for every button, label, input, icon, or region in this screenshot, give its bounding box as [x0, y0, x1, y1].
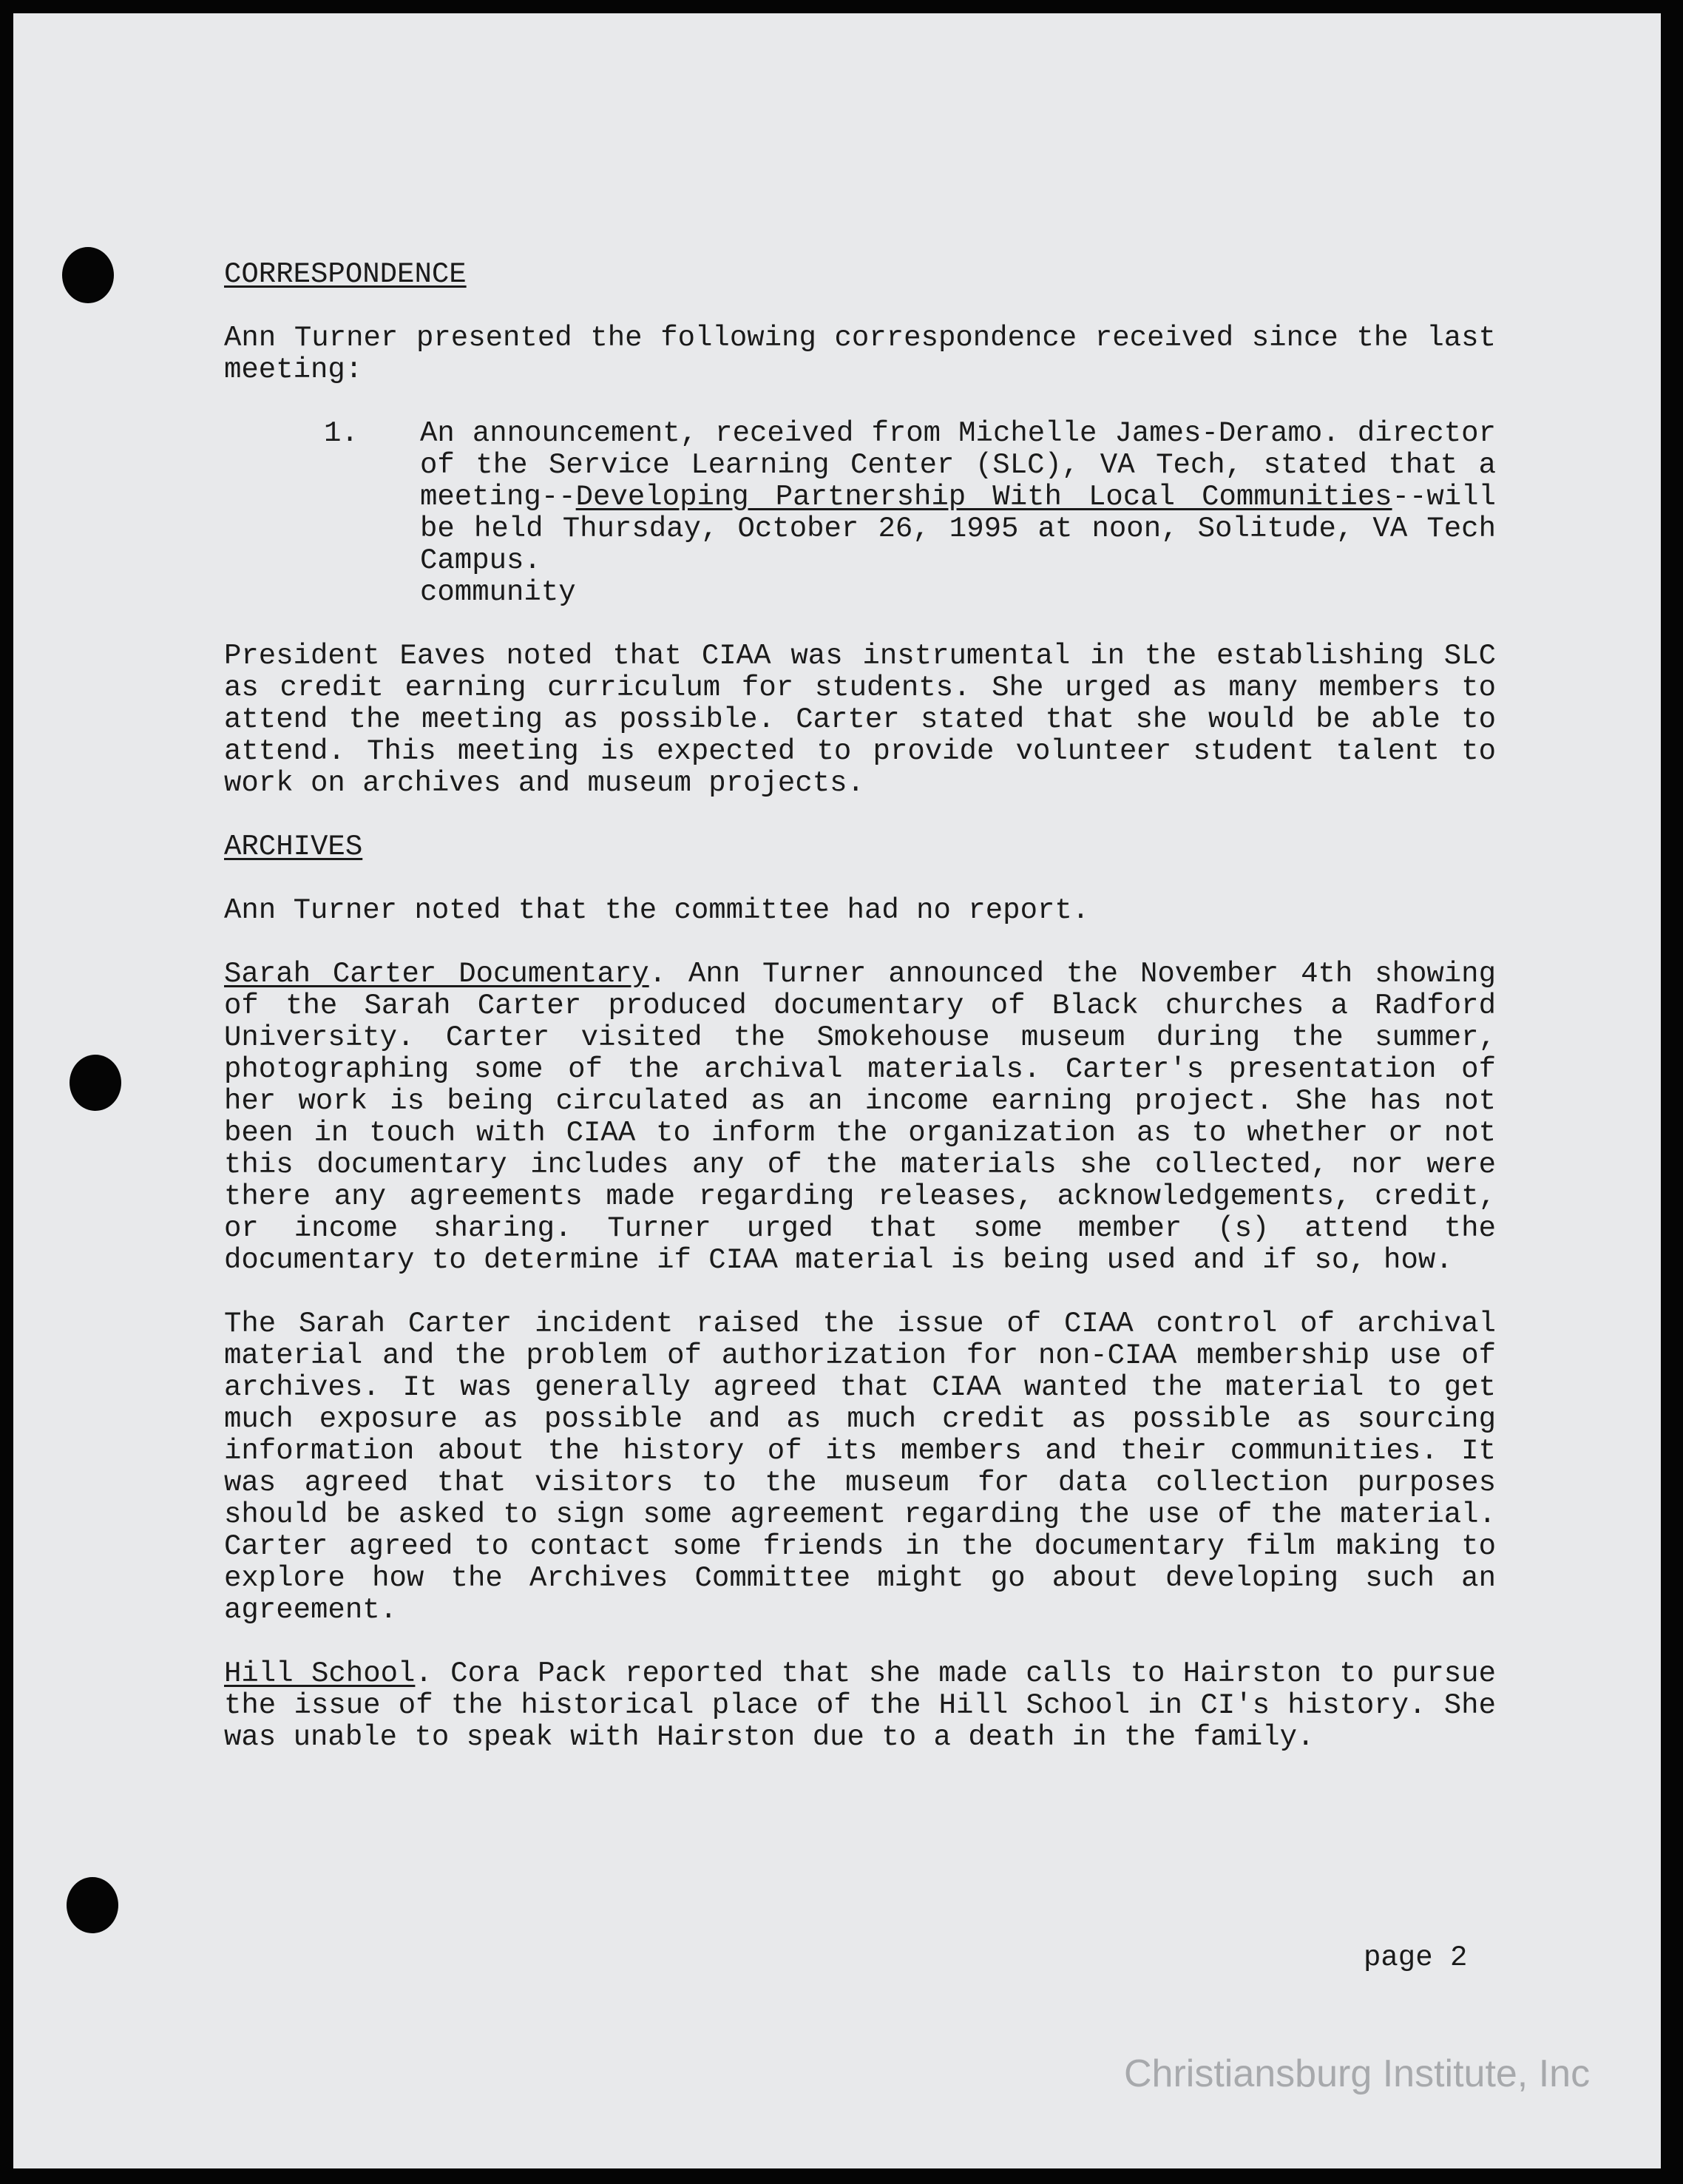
correspondence-intro: Ann Turner presented the following correspondence received since the last meeting: [224, 322, 1496, 386]
item-body [420, 418, 1496, 609]
correspondence-heading: CORRESPONDENCE [224, 258, 467, 291]
documentary-paragraph [224, 959, 1496, 1277]
president-paragraph: President Eaves noted that CIAA was instrumental in the establishing SLC as credit earning curriculum for students. She urged as many members to attend the meeting as possible. Carter stated that she would be able to attend. This meeting is expected to provide volunteer student talent to work on archives and museum projects. [224, 640, 1496, 799]
binder-hole-top [62, 247, 114, 303]
page-number: page 2 [1364, 1941, 1468, 1974]
incident-paragraph: The Sarah Carter incident raised the issue of CIAA control of archival material and the problem of authorization for non-CIAA membership use of archives. It was generally agreed that CIAA wanted the material to get much exposure as possible and as much credit as possible as sourcing information about the history of its members and their communities. It was agreed that visitors to the museum for data collection purposes should be asked to sign some agreement regarding the use of the material. Carter agreed to contact some friends in the documentary film making to explore how the Archives Committee might go about developing such an agreement. [224, 1308, 1496, 1626]
item-text-end: --will be held Thursday, October 26, 1995 at noon, Solitude, VA Tech Campus. [420, 481, 1496, 577]
document-body [224, 259, 1496, 1785]
hill-school-text: . Cora Pack reported that she made calls to Hairston to pursue the issue of the historical place of the Hill School in CI's history. She was unable to speak with Hairston due to a death in the family. [224, 1657, 1496, 1754]
documentary-text: . Ann Turner announced the November 4th showing of the Sarah Carter produced documentary of Black churches a Radford University. Carter visited the Smokehouse museum during the summer, photographing some of the archival materials. Carter's presentation of her work is being circulated as an income earning project. She has not been in touch with CIAA to inform the organization as to whether or not this documentary includes any of the materials she collected, nor were there any agreements made regarding releases, acknowledgements, credit, or income sharing. Turner urged that some member (s) attend the documentary to determine if CIAA material is being used and if so, how. [224, 958, 1496, 1277]
binder-hole-bottom [67, 1877, 118, 1933]
documentary-title: Sarah Carter Documentary [224, 958, 649, 990]
correspondence-item [224, 418, 1496, 609]
binder-hole-middle [70, 1055, 121, 1111]
item-text-start: An announcement, received from Michelle James-Deramo. director of the Service Learning Center (SLC), VA Tech, stated that a meeting-- [420, 417, 1496, 513]
item-trailing-word: community [420, 576, 576, 609]
archives-heading: ARCHIVES [224, 831, 363, 863]
no-report-paragraph: Ann Turner noted that the committee had no report. [224, 894, 1090, 927]
hill-school-title: Hill School [224, 1657, 416, 1690]
document-page [13, 13, 1661, 2168]
hill-school-paragraph [224, 1658, 1496, 1754]
watermark: Christiansburg Institute, Inc [1124, 2052, 1591, 2095]
item-number: 1. [324, 417, 359, 450]
meeting-title: Developing Partnership With Local Communities [575, 481, 1392, 513]
